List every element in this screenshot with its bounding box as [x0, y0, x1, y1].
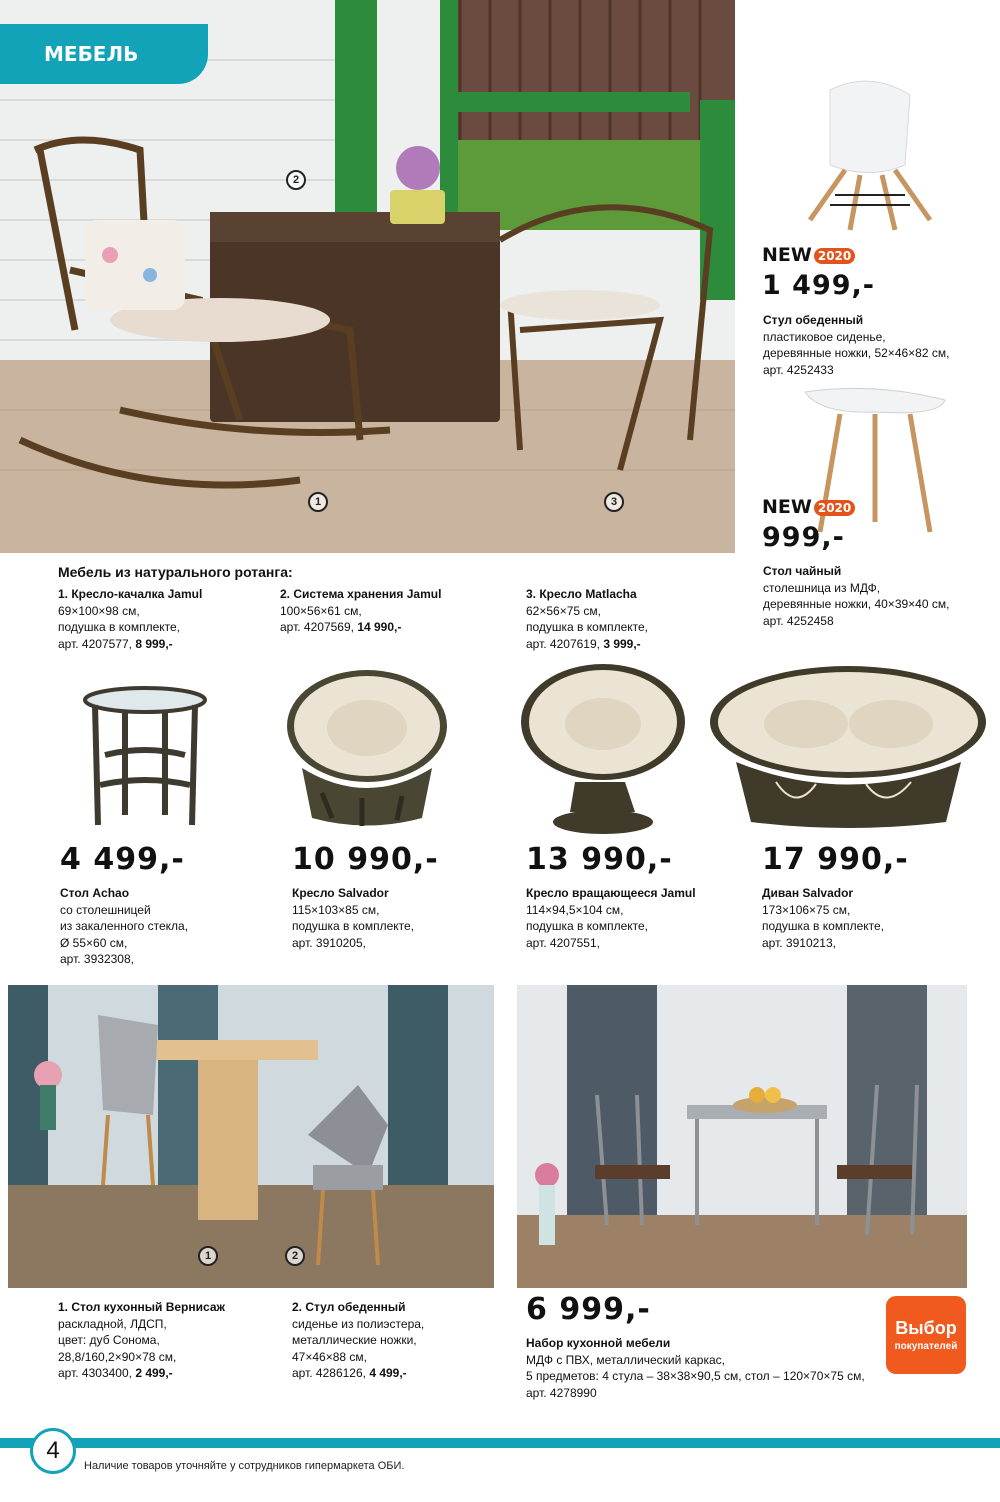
new-label: NEW — [762, 496, 812, 518]
side-line: пластиковое сиденье, — [763, 329, 886, 344]
kitchen-marker-2: 2 — [285, 1246, 305, 1266]
hero-item-line: 100×56×61 см, — [280, 603, 362, 618]
kitchen-item-art-row — [292, 1365, 424, 1382]
kitchen-item-2 — [292, 1299, 424, 1382]
kitchen-item-title: 2. Стул обеденный — [292, 1300, 406, 1314]
hero-item-art-row — [58, 636, 202, 653]
badge-line-2: покупателей — [894, 1341, 958, 1352]
grid-line: арт. 4207551, — [526, 935, 600, 950]
kitchen-item-line: раскладной, ЛДСП, — [58, 1316, 167, 1331]
hero-item-price: 3 999,- — [603, 636, 641, 651]
kitchen-item-line: 47×46×88 см, — [292, 1349, 367, 1364]
salvador-sofa-image — [706, 662, 991, 837]
page-number-circle — [30, 1428, 76, 1474]
jamul-swivel-chair-image — [515, 662, 690, 837]
hero-item-3 — [526, 586, 648, 652]
grid-line: арт. 3910213, — [762, 935, 836, 950]
hero-item-title: 1. Кресло-качалка Jamul — [58, 587, 203, 601]
side-line: арт. 4252458 — [763, 613, 834, 628]
kitchen-item-line: сиденье из полиэстера, — [292, 1316, 425, 1331]
grid-line: арт. 3932308, — [60, 952, 134, 966]
kitchen-illustration-1 — [8, 985, 494, 1288]
hero-item-line: 69×100×98 см, — [58, 603, 140, 618]
side-desc-1 — [763, 312, 949, 378]
grid-line: подушка в комплекте, — [292, 919, 415, 933]
hero-item-2 — [280, 586, 441, 636]
grid-title: Диван Salvador — [762, 886, 854, 900]
grid-price-2: 10 990,- — [292, 842, 439, 877]
grid-desc-1 — [60, 885, 188, 968]
footer-note: Наличие товаров уточняйте у сотрудников гипермаркета ОБИ. — [84, 1460, 405, 1472]
grid-line: подушка в комплекте, — [762, 919, 885, 933]
side-line: арт. 4252433 — [763, 362, 834, 377]
footer-bar — [0, 1438, 1000, 1448]
side-line: деревянные ножки, 52×46×82 см, — [763, 346, 950, 360]
hero-item-art-row — [280, 619, 441, 636]
kitchen-item-price: 4 499,- — [369, 1366, 407, 1380]
grid-desc-3 — [526, 885, 696, 951]
kitchen-item-art-row — [58, 1365, 225, 1382]
kitchen-set-line: МДФ с ПВХ, металлический каркас, — [526, 1352, 725, 1367]
section-tab — [0, 24, 208, 84]
side-chair-image — [790, 70, 950, 235]
side-title-2: Стол чайный — [763, 564, 842, 578]
hero-item-art-row — [526, 636, 648, 653]
salvador-chair-image — [282, 668, 457, 833]
hero-item-line: подушка в комплекте, — [58, 620, 181, 634]
side-title-1: Стул обеденный — [763, 313, 864, 327]
kitchen-photo-1 — [8, 985, 494, 1288]
kitchen-photo-2 — [517, 985, 967, 1288]
kitchen-item-art: арт. 4303400, — [58, 1366, 132, 1380]
grid-line: 114×94,5×104 см, — [526, 902, 624, 917]
side-new-badge-1 — [762, 244, 855, 266]
side-price-1: 1 499,- — [762, 270, 876, 301]
grid-line: арт. 3910205, — [292, 935, 366, 950]
grid-title: Стол Achao — [60, 886, 130, 900]
hero-marker-1: 1 — [308, 492, 328, 512]
grid-price-1: 4 499,- — [60, 842, 185, 877]
hero-item-line: 62×56×75 см, — [526, 603, 601, 618]
kitchen-illustration-2 — [517, 985, 967, 1288]
kitchen-item-line: 28,8/160,2×90×78 см, — [58, 1349, 177, 1364]
kitchen-set-desc — [526, 1335, 865, 1401]
hero-item-title: 3. Кресло Matlacha — [526, 587, 637, 601]
grid-line: подушка в комплекте, — [526, 919, 649, 933]
grid-price-4: 17 990,- — [762, 842, 909, 877]
grid-desc-4 — [762, 885, 884, 951]
collection-title: Мебель из натурального ротанга: — [58, 564, 293, 580]
section-title: МЕБЕЛЬ — [44, 42, 139, 66]
grid-title: Кресло Salvador — [292, 886, 389, 900]
grid-line: из закаленного стекла, — [60, 919, 189, 933]
kitchen-item-price: 2 499,- — [135, 1366, 173, 1380]
grid-price-3: 13 990,- — [526, 842, 673, 877]
hero-marker-3: 3 — [604, 492, 624, 512]
buyers-choice-badge — [886, 1296, 966, 1374]
kitchen-set-price: 6 999,- — [526, 1292, 651, 1327]
side-line: деревянные ножки, 40×39×40 см, — [763, 597, 950, 611]
kitchen-item-art: арт. 4286126, — [292, 1366, 366, 1380]
hero-marker-2: 2 — [286, 170, 306, 190]
new-year: 2020 — [814, 500, 855, 516]
side-price-2: 999,- — [762, 522, 845, 553]
grid-desc-2 — [292, 885, 414, 951]
grid-line: Ø 55×60 см, — [60, 935, 128, 950]
achao-table-image — [80, 685, 210, 835]
kitchen-set-title: Набор кухонной мебели — [526, 1336, 671, 1350]
kitchen-set-line: 5 предметов: 4 стула – 38×38×90,5 см, стол – 120×70×75 см, — [526, 1369, 865, 1383]
kitchen-marker-1b: 1 — [198, 1246, 218, 1266]
kitchen-item-line: металлические ножки, — [292, 1333, 417, 1347]
hero-item-1 — [58, 586, 202, 652]
new-label: NEW — [762, 244, 812, 266]
hero-item-title: 2. Система хранения Jamul — [280, 587, 442, 601]
hero-item-art: арт. 4207569, — [280, 620, 354, 634]
kitchen-set-line: арт. 4278990 — [526, 1385, 597, 1400]
new-year: 2020 — [814, 248, 855, 264]
page-number: 4 — [46, 1437, 60, 1464]
side-line: столешница из МДФ, — [763, 580, 881, 595]
hero-item-line: подушка в комплекте, — [526, 620, 649, 634]
badge-line-1: Выбор — [895, 1318, 957, 1338]
grid-line: со столешницей — [60, 902, 151, 917]
hero-item-price: 14 990,- — [357, 620, 402, 634]
kitchen-item-title: 1. Стол кухонный Вернисаж — [58, 1300, 225, 1314]
hero-item-price: 8 999,- — [135, 636, 173, 651]
side-new-badge-2 — [762, 496, 855, 518]
side-desc-2 — [763, 563, 949, 629]
hero-item-art: арт. 4207577, — [58, 636, 132, 651]
grid-line: 115×103×85 см, — [292, 902, 380, 917]
grid-line: 173×106×75 см, — [762, 902, 851, 917]
kitchen-item-line: цвет: дуб Сонома, — [58, 1333, 160, 1347]
hero-item-art: арт. 4207619, — [526, 636, 600, 651]
kitchen-item-1 — [58, 1299, 225, 1382]
grid-title: Кресло вращающееся Jamul — [526, 886, 696, 900]
